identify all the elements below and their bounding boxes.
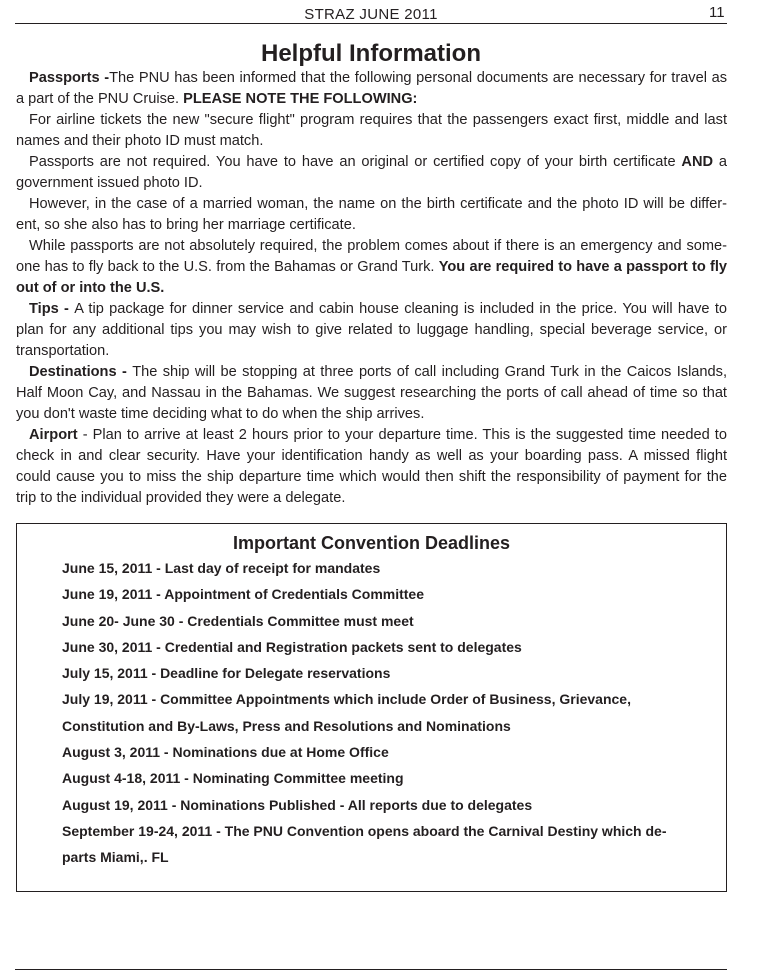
deadline-item: July 19, 2011 - Committee Appointments which include Order of Business, Grievance, xyxy=(62,691,631,708)
header-divider xyxy=(15,23,727,24)
deadlines-title: Important Convention Deadlines xyxy=(232,533,511,553)
paragraph-passports xyxy=(16,68,727,110)
footer-divider xyxy=(15,969,727,970)
deadline-item: June 20- June 30 - Credentials Committee must meet xyxy=(62,612,414,629)
paragraph-birth-certificate xyxy=(16,152,727,194)
paragraph-text: a government issued photo ID. xyxy=(16,154,727,191)
paragraph-text: A tip package for dinner service and cabin house cleaning is included in the price. You will have to plan for any additional tips you may wish to give related to luggage handling, special beverage service, or transportation. xyxy=(16,301,727,359)
deadline-item: August 3, 2011 - Nominations due at Home Office xyxy=(62,744,389,761)
bold-and: AND xyxy=(681,154,714,170)
paragraph-text: However, in the case of a married woman, the name on the birth certificate and the photo ID will be differ-ent, so she also has to bring her marriage certificate. xyxy=(16,196,727,233)
deadline-item: August 19, 2011 - Nominations Published - All reports due to delegates xyxy=(62,796,533,813)
bold-note: PLEASE NOTE THE FOLLOWING: xyxy=(183,91,418,107)
paragraph-airport xyxy=(16,425,727,509)
deadline-item: June 30, 2011 - Credential and Registration packets sent to delegates xyxy=(62,638,522,655)
deadline-item: June 15, 2011 - Last day of receipt for mandates xyxy=(62,560,381,576)
deadline-item: August 4-18, 2011 - Nominating Committee meeting xyxy=(62,770,404,787)
deadline-item: parts Miami,. FL xyxy=(62,849,169,866)
running-header: STRAZ JUNE 2011 xyxy=(304,6,438,23)
paragraph-tips xyxy=(16,299,727,362)
deadline-item: Constitution and By-Laws, Press and Resolutions and Nominations xyxy=(62,717,511,734)
bold-passport-required: You are required to have a passport to fly out of or into the U.S. xyxy=(16,259,727,296)
paragraph-airline xyxy=(16,110,727,152)
lead-tips: Tips - xyxy=(29,301,75,317)
paragraph-text: The PNU has been informed that the following personal documents are necessary for travel as a part of the PNU Cruise. xyxy=(16,70,727,107)
lead-destinations: Destinations - xyxy=(29,364,133,380)
page-title: Helpful Information xyxy=(261,40,481,67)
lead-airport: Airport xyxy=(29,427,83,443)
deadlines-box xyxy=(16,523,727,892)
article-body xyxy=(16,68,727,509)
paragraph-text: The ship will be stopping at three ports of call including Grand Turk in the Caicos Islands, Half Moon Cay, and Nassau in the Bahamas. We suggest researching the ports of call ahead of time so that you don't waste time deciding what to do when the ship arrives. xyxy=(16,364,728,422)
paragraph-destinations xyxy=(16,362,727,425)
paragraph-married-woman xyxy=(16,194,727,236)
paragraph-text: - Plan to arrive at least 2 hours prior to your departure time. This is the suggested time needed to check in and clear security. Have your identification handy as well as your boarding pass. A missed flight could cause you to miss the ship departure time which would then shift the responsibility of payment for the trip to the individual provided they were a delegate. xyxy=(16,427,727,506)
deadline-item: September 19-24, 2011 - The PNU Convention opens aboard the Carnival Destiny which de- xyxy=(62,822,667,839)
deadline-item: June 19, 2011 - Appointment of Credentials Committee xyxy=(62,586,425,603)
deadline-item: July 15, 2011 - Deadline for Delegate reservations xyxy=(62,665,391,682)
paragraph-text: While passports are not absolutely required, the problem comes about if there is an emergency and some-one has to fly back to the U.S. from the Bahamas or Grand Turk. xyxy=(16,238,727,275)
page-number: 11 xyxy=(709,4,725,21)
paragraph-text: Passports are not required. You have to have an original or certified copy of your birth certificate xyxy=(29,154,682,170)
paragraph-text: For airline tickets the new "secure flight" program requires that the passengers exact first, middle and last names and their photo ID must match. xyxy=(16,112,727,149)
deadlines-list xyxy=(62,555,702,871)
lead-passports: Passports - xyxy=(29,70,110,86)
paragraph-emergency xyxy=(16,236,727,299)
